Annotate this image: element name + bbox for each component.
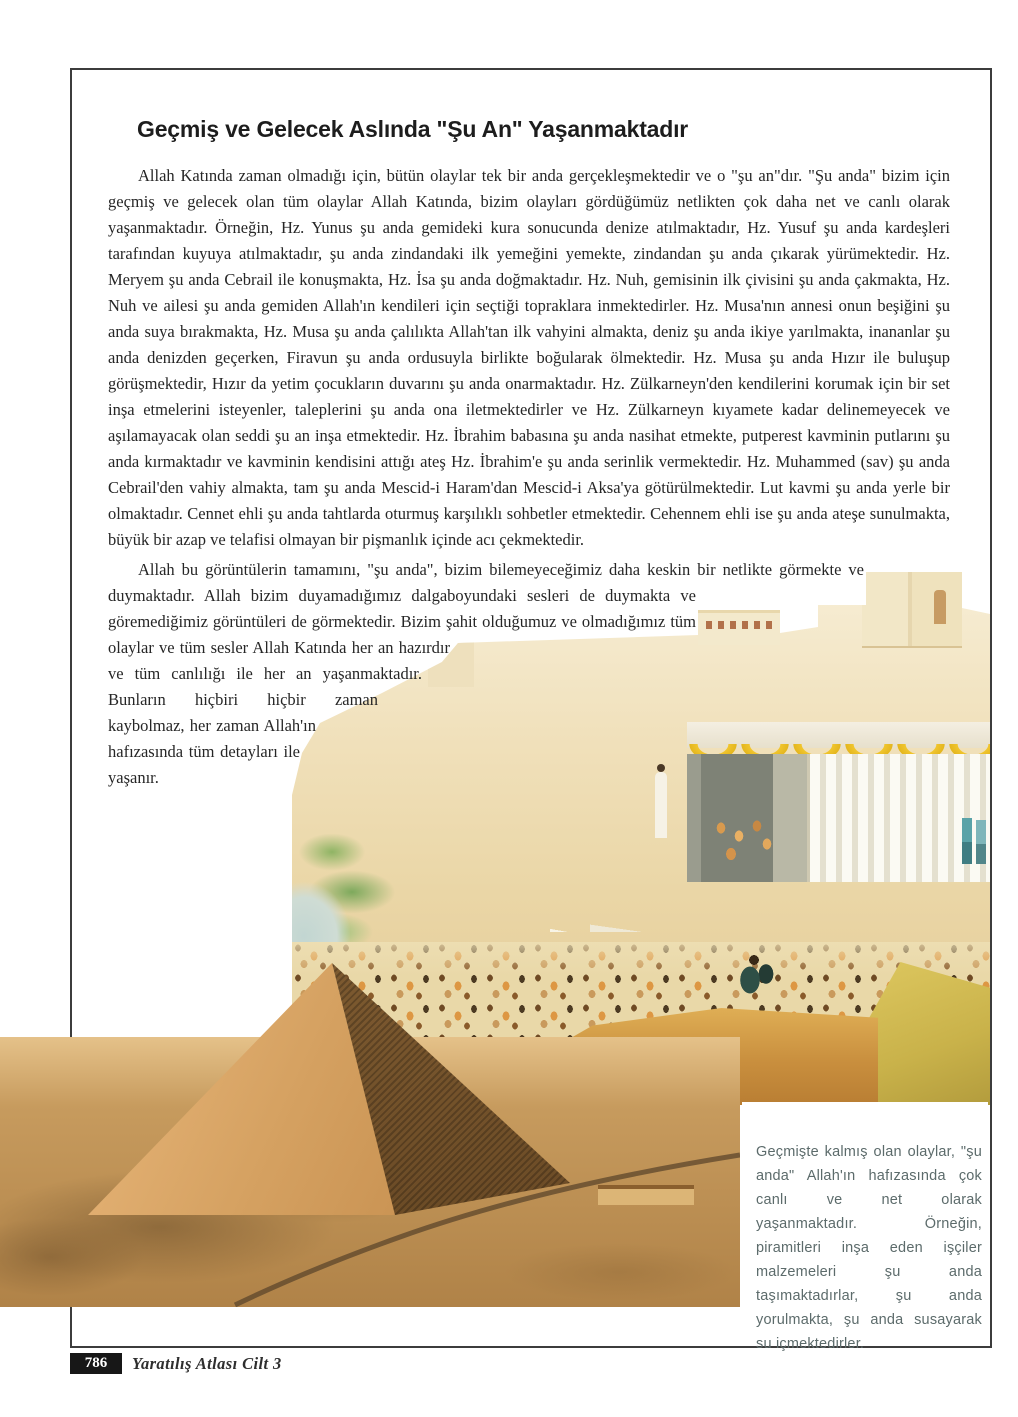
wrap-spacer: [422, 668, 952, 694]
wrap-spacer: [300, 746, 952, 774]
wrap-spacer: [950, 163, 952, 570]
body-paragraph-2: Allah bu görüntülerin tamamını, "şu anda", bizim bilemeyeceğimiz daha keskin bir netlikte görmekte ve duymaktadır. Allah bizim duyamadığımız dalgaboyundaki sesleri de duymakta ve göremediğimiz görüntüleri de görmektedir. Bizim şahit olduğumuz ve olmadığımız tüm olaylar ve tüm sesler Allah Katında her an hazırdır ve tüm canlılığı ile her an yaşanmaktadır. Bunların hiçbiri hiçbir zaman kaybolmaz, her zaman Allah'ın hafızasında tüm detayları ile yaşanır.: [108, 560, 864, 787]
wrap-spacer: [864, 570, 952, 606]
wrap-spacer: [450, 642, 952, 668]
page-number: 786: [70, 1353, 122, 1374]
wrap-spacer: [316, 720, 952, 746]
wrap-spacer: [378, 694, 952, 720]
photo-caption: Geçmişte kalmış olan olaylar, "şu anda" Allah'ın hafızasında çok canlı ve net olarak yaşanmaktadır. Örneğin, piramitleri inşa eden işçiler malzemeleri şu anda taşımaktadırlar, şu anda yorulmakta, şu anda susayarak su içmektedirler.: [742, 1102, 988, 1332]
page-title: Geçmiş ve Gelecek Aslında "Şu An" Yaşanmaktadır: [137, 116, 689, 142]
standing-figures: [962, 812, 986, 864]
wrap-spacer: [696, 606, 952, 642]
book-title: Yaratılış Atlası Cilt 3: [132, 1353, 282, 1373]
body-paragraph-1: Allah Katında zaman olmadığı için, bütün olaylar tek bir anda gerçekleşmektedir ve o "şu an"dır. "Şu anda" bizim için geçmiş ve gelecek olan tüm olaylar Allah Katında, bizim olayları gördüğümüz netlikten çok daha net ve canlı olarak yaşanmaktadır. Örneğin, Hz. Yunus şu anda gemideki kura sonucunda denize atılmaktadır, Hz. Yusuf şu anda kardeşleri tarafından kuyuya atılmaktadır, şu anda zindandaki ilk yemeğini yemekte, zindandan şu anda çıkarak yürümektedir. Hz. Meryem şu anda Cebrail ile konuşmakta, Hz. İsa şu anda doğmaktadır. Hz. Nuh, gemisinin ilk çivisini şu anda çakmakta, Hz. Nuh ve ailesi şu anda gemiden Allah'ın kendileri için seçtiği topraklara inmektedirler. Hz. Musa'nın annesi onun beşiğini şu anda suya bırakmakta, Hz. Musa şu anda çalılıkta Allah'tan ilk vahyini almakta, deniz şu anda ikiye yarılmakta, inananlar şu anda denizden geçerken, Firavun şu anda ordusuyla birlikte boğularak ölmektedir. Hz. Musa şu anda Hızır ile buluşup görüşmektedir, Hızır da yetim çocukların duvarını şu anda onarmaktadır. Hz. Zülkarneyn'den kendilerini korumak için bir set inşa etmelerini isteyenler, taleplerini şu anda ona iletmektedirler ve Hz. Zülkarneyn kıyamete kadar delinemeyecek ve aşılamayacak olan seddi şu an inşa etmektedir. Hz. İbrahim babasına şu anda nasihat etmekte, putperest kavminin putlarını şu anda kırmaktadır ve kavminin kendisini attığı ateş Hz. İbrahim'e şu anda serinlik vermektedir. Hz. Muhammed (sav) şu anda Cebrail'den vahiy almakta, tam şu anda Mescid-i Haram'dan Mescid-i Aksa'ya götürülmektedir. Lut kavmi şu anda yerle bir olmaktadır. Cennet ehli şu anda tahtlarda oturmuş karşılıklı sohbetler etmektedir. Cehennem ehli ise şu anda ateşe sunulmakta, büyük bir azap ve telafisi olmayan bir pişmanlık içinde acı çekmektedir.: [108, 166, 950, 549]
pyramid-peak: [80, 963, 570, 1218]
page-footer: [70, 1353, 282, 1374]
